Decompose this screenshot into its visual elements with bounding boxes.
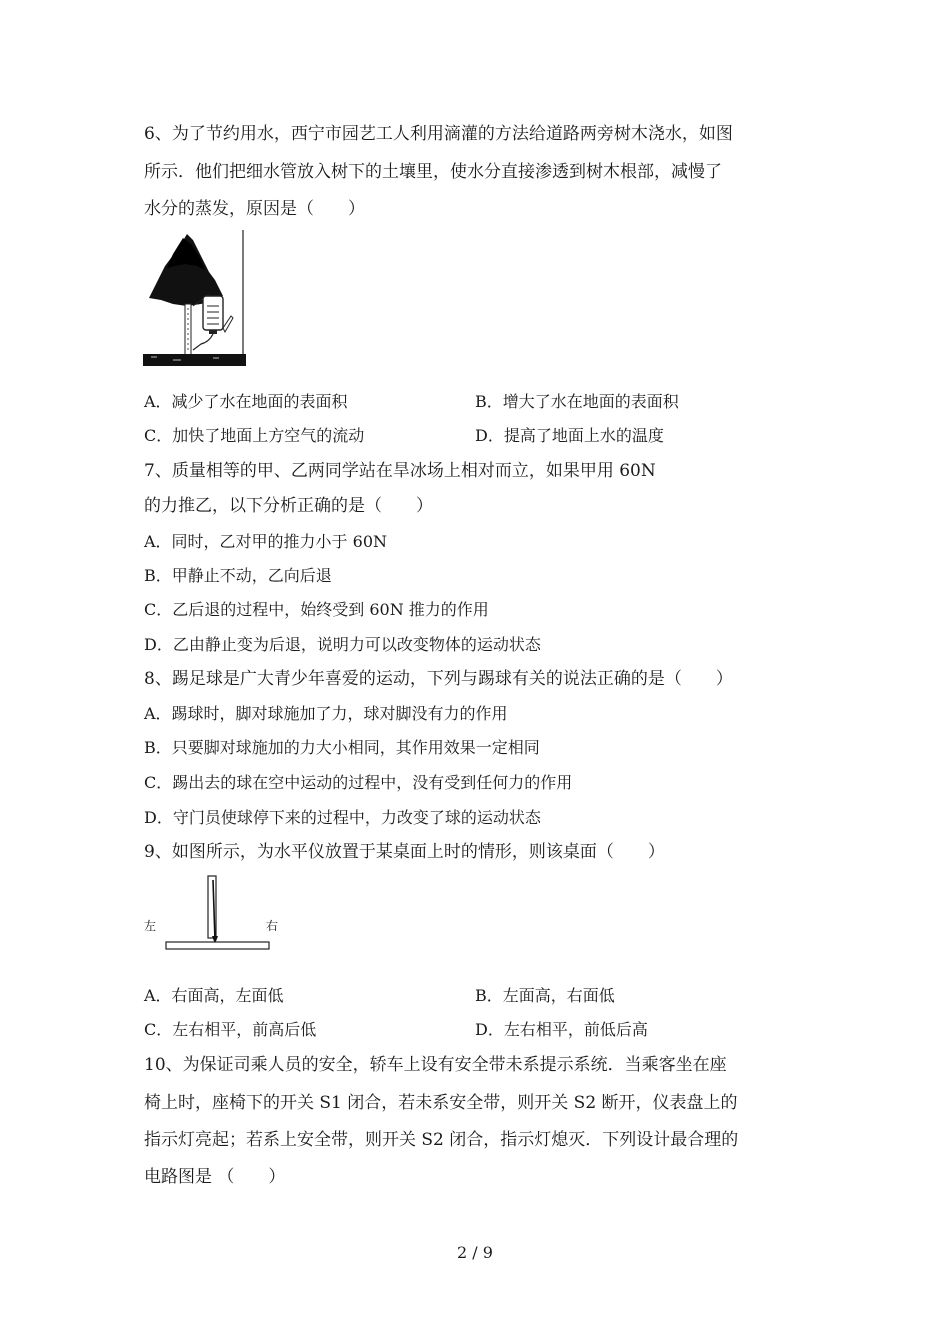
q9-option-d: D．左右相平，前低后高: [475, 1020, 648, 1039]
q9-option-a: A．右面高，左面低: [144, 986, 284, 1005]
q7-option-d: D．乙由静止变为后退，说明力可以改变物体的运动状态: [144, 635, 541, 654]
drip-irrigation-tree-figure: [143, 228, 246, 368]
q9-stem-line-1: 9、如图所示，为水平仪放置于某桌面上时的情形，则该桌面（ ）: [144, 842, 665, 862]
q10-stem-line-1: 10、为保证司乘人员的安全，轿车上设有安全带未系提示系统．当乘客坐在座: [144, 1055, 727, 1075]
q7-option-a: A．同时，乙对甲的推力小于 60N: [144, 532, 388, 551]
level-right-label: 右: [266, 919, 279, 933]
q7-stem-line-2: 的力推乙，以下分析正确的是（ ）: [144, 496, 433, 516]
q6-stem-line-3: 水分的蒸发，原因是（ ）: [144, 199, 365, 219]
level-left-label: 左: [144, 919, 157, 933]
q8-option-a: A．踢球时，脚对球施加了力，球对脚没有力的作用: [144, 704, 508, 723]
q10-stem-line-4: 电路图是 （ ）: [144, 1167, 286, 1187]
q8-stem-line-1: 8、踢足球是广大青少年喜爱的运动，下列与踢球有关的说法正确的是（ ）: [144, 669, 733, 689]
q6-stem-line-1: 6、为了节约用水，西宁市园艺工人利用滴灌的方法给道路两旁树木浇水，如图: [144, 124, 733, 144]
level-instrument-figure: [142, 874, 282, 952]
q8-option-d: D．守门员使球停下来的过程中，力改变了球的运动状态: [144, 808, 541, 827]
q6-option-c: C．加快了地面上方空气的流动: [144, 426, 365, 445]
q10-stem-line-2: 椅上时，座椅下的开关 S1 闭合，若未系安全带，则开关 S2 断开，仪表盘上的: [144, 1093, 738, 1113]
q9-option-b: B．左面高，右面低: [475, 986, 615, 1005]
q7-stem-line-1: 7、质量相等的甲、乙两同学站在旱冰场上相对而立，如果甲用 60N: [144, 461, 656, 481]
page-number: 2 / 9: [457, 1243, 493, 1262]
q7-option-c: C．乙后退的过程中，始终受到 60N 推力的作用: [144, 600, 489, 619]
q6-stem-line-2: 所示．他们把细水管放入树下的土壤里，使水分直接渗透到树木根部，减慢了: [144, 162, 722, 182]
q10-stem-line-3: 指示灯亮起；若系上安全带，则开关 S2 闭合，指示灯熄灭．下列设计最合理的: [144, 1130, 739, 1150]
q6-option-a: A．减少了水在地面的表面积: [144, 392, 348, 411]
q6-option-d: D．提高了地面上水的温度: [475, 426, 664, 445]
q7-option-b: B．甲静止不动，乙向后退: [144, 566, 332, 585]
q9-option-c: C．左右相平，前高后低: [144, 1020, 317, 1039]
q8-option-c: C．踢出去的球在空中运动的过程中，没有受到任何力的作用: [144, 773, 573, 792]
q8-option-b: B．只要脚对球施加的力大小相同，其作用效果一定相同: [144, 738, 540, 757]
q6-option-b: B．增大了水在地面的表面积: [475, 392, 679, 411]
